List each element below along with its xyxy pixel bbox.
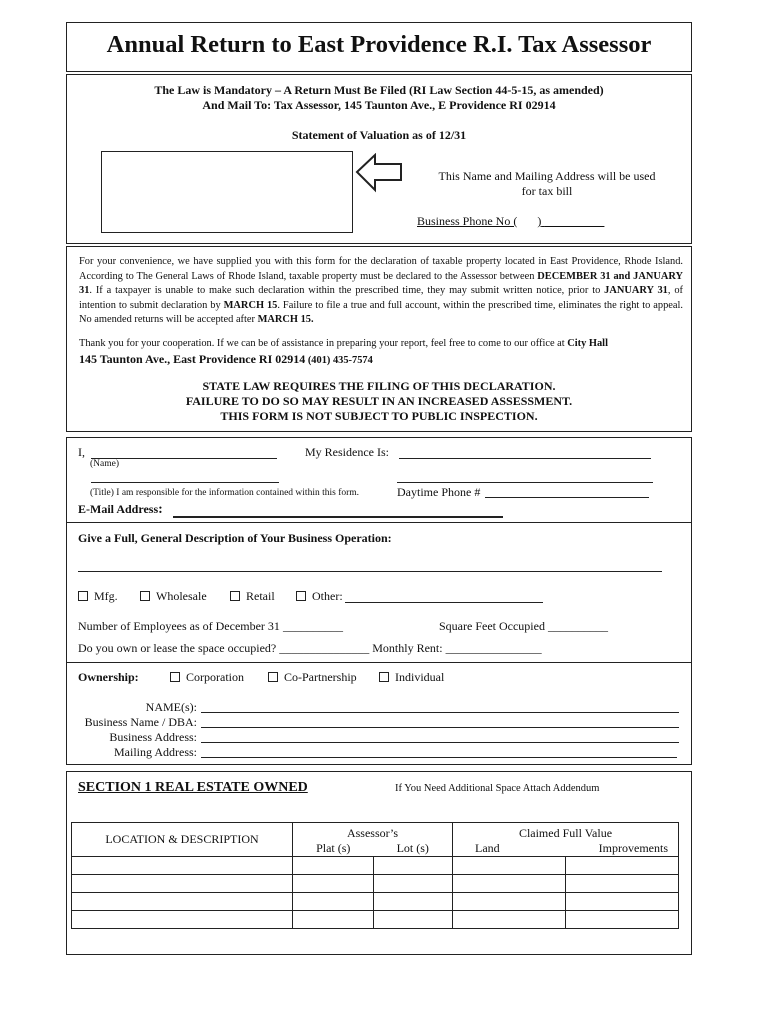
address-note-line1: This Name and Mailing Address will be used (438, 169, 656, 183)
sqft-field[interactable]: Square Feet Occupied __________ (439, 619, 608, 633)
real-estate-table (71, 822, 679, 929)
own-lease-label: Do you own or lease the space occupied? (78, 641, 277, 655)
section1-note: If You Need Additional Space Attach Addendum (395, 783, 600, 794)
col-plat: Plat (s) (316, 841, 351, 855)
arrow-left-icon (355, 153, 405, 195)
business-address-label: Business Address: (109, 730, 197, 744)
option-retail[interactable]: Retail (230, 589, 275, 604)
land-cell[interactable] (453, 875, 566, 893)
business-address-field[interactable] (201, 742, 679, 743)
mail-to: And Mail To: Tax Assessor, 145 Taunton Ave., E Providence RI 02914 (202, 98, 556, 112)
option-co-partnership[interactable]: Co-Partnership (268, 670, 357, 685)
section1-box (66, 771, 692, 955)
land-cell[interactable] (453, 857, 566, 875)
address-note-line2: for tax bill (521, 184, 573, 198)
notice-paragraph-1: For your convenience, we have supplied you with this form for the declaration of taxable property located in East Providence, Rhode Island. According to The General Laws of Rhode Island, taxable property must be declared to the Assessor between DECEMBER 31 and JANUARY 31. If a taxpayer is unable to make such declaration within the prescribed time, they may submit written notice, prior to JANUARY 31, of intention to submit declaration by MARCH 15. Failure to file a true and full account, within the prescribed time, eliminates the right to appeal. No amended returns will be accepted after MARCH 15. (79, 256, 684, 326)
law-line-2: FAILURE TO DO SO MAY RESULT IN AN INCREASED ASSESSMENT. (185, 394, 573, 408)
dba-field[interactable] (201, 727, 679, 728)
rent-label: Monthly Rent: (372, 641, 443, 655)
lot-cell[interactable] (374, 893, 453, 911)
location-cell[interactable] (72, 893, 293, 911)
employees-label: Number of Employees as of December 31 (78, 619, 280, 633)
law-line-3: THIS FORM IS NOT SUBJECT TO PUBLIC INSPECTION. (220, 409, 538, 423)
col-lot: Lot (s) (396, 841, 429, 855)
col-assessor-header: Assessor’s Plat (s) Lot (s) (293, 823, 453, 857)
table-row (72, 893, 679, 911)
title-box (66, 22, 692, 72)
plat-cell[interactable] (293, 875, 374, 893)
employees-field[interactable]: Number of Employees as of December 31 __________ (78, 619, 343, 633)
name-caption: (Name) (90, 459, 120, 469)
mailing-address-field[interactable] (201, 757, 677, 758)
business-description-label: Give a Full, General Description of Your Business Operation: (78, 531, 392, 545)
retail-checkbox[interactable] (230, 591, 240, 601)
dba-label: Business Name / DBA: (84, 715, 197, 729)
sqft-label: Square Feet Occupied (439, 619, 545, 633)
statement-of-valuation: Statement of Valuation as of 12/31 (291, 128, 467, 142)
location-cell[interactable] (72, 875, 293, 893)
improvements-cell[interactable] (566, 893, 679, 911)
own-lease-field[interactable]: Do you own or lease the space occupied? _______________ Monthly Rent: ________________ (78, 641, 542, 655)
option-corporation[interactable]: Corporation (170, 670, 244, 685)
residence-field[interactable] (399, 458, 651, 459)
law-line-1: STATE LAW REQUIRES THE FILING OF THIS DECLARATION. (202, 379, 556, 393)
other-field[interactable] (345, 602, 543, 603)
table-row (72, 857, 679, 875)
col-improvements: Improvements (598, 841, 668, 855)
improvements-cell[interactable] (566, 875, 679, 893)
plat-cell[interactable] (293, 911, 374, 929)
lot-cell[interactable] (374, 857, 453, 875)
plat-cell[interactable] (293, 893, 374, 911)
names-label: NAME(s): (145, 700, 197, 714)
location-cell[interactable] (72, 911, 293, 929)
header-box (66, 74, 692, 244)
wholesale-checkbox[interactable] (140, 591, 150, 601)
option-wholesale[interactable]: Wholesale (140, 589, 207, 604)
daytime-phone-label: Daytime Phone # (397, 485, 481, 499)
daytime-phone-field[interactable] (485, 497, 649, 498)
business-description-field[interactable] (78, 571, 662, 572)
i-label: I, (78, 445, 85, 459)
page-title: Annual Return to East Providence R.I. Tax Assessor (106, 31, 652, 58)
option-other[interactable]: Other: (296, 589, 343, 604)
notice-paragraph-2: Thank you for your cooperation. If we can be of assistance in preparing your report, feel free to come to our office at City Hall 145 Taunton Ave., East Providence RI 02914 (401) 435-7574 (79, 338, 608, 366)
mandatory-notice: The Law is Mandatory – A Return Must Be Filed (RI Law Section 44-5-15, as amended) (154, 83, 604, 97)
notice-box (66, 246, 692, 432)
col-claimed-header: Claimed Full Value Land Improvements (453, 823, 679, 857)
title-field[interactable] (91, 482, 279, 483)
section1-heading: SECTION 1 REAL ESTATE OWNED (78, 780, 308, 795)
option-mfg[interactable]: Mfg. (78, 589, 118, 604)
land-cell[interactable] (453, 911, 566, 929)
business-box (66, 522, 692, 663)
ownership-box (66, 662, 692, 765)
mfg-checkbox[interactable] (78, 591, 88, 601)
business-phone-field[interactable]: Business Phone No ( ) __________ (417, 214, 605, 228)
table-row (72, 911, 679, 929)
declarant-box (66, 437, 692, 523)
mailing-address-label: Mailing Address: (114, 745, 197, 759)
col-location-header: LOCATION & DESCRIPTION (72, 823, 293, 857)
residence-label: My Residence Is: (305, 445, 389, 459)
plat-cell[interactable] (293, 857, 374, 875)
improvements-cell[interactable] (566, 911, 679, 929)
residence-field-line2[interactable] (397, 482, 653, 483)
mailing-address-box[interactable] (101, 151, 353, 233)
lot-cell[interactable] (374, 875, 453, 893)
corporation-checkbox[interactable] (170, 672, 180, 682)
option-individual[interactable]: Individual (379, 670, 444, 685)
location-cell[interactable] (72, 857, 293, 875)
business-phone-label: Business Phone No ( (417, 214, 518, 228)
title-caption: (Title) I am responsible for the information contained within this form. (90, 488, 360, 498)
business-phone-blank: __________ (544, 214, 605, 228)
co-partnership-checkbox[interactable] (268, 672, 278, 682)
email-label: E-Mail Address: (78, 502, 163, 517)
table-row (72, 875, 679, 893)
individual-checkbox[interactable] (379, 672, 389, 682)
other-checkbox[interactable] (296, 591, 306, 601)
names-field[interactable] (201, 712, 679, 713)
lot-cell[interactable] (374, 911, 453, 929)
col-land: Land (475, 841, 500, 855)
land-cell[interactable] (453, 893, 566, 911)
ownership-label: Ownership: (78, 670, 139, 684)
email-field[interactable] (173, 516, 503, 518)
improvements-cell[interactable] (566, 857, 679, 875)
